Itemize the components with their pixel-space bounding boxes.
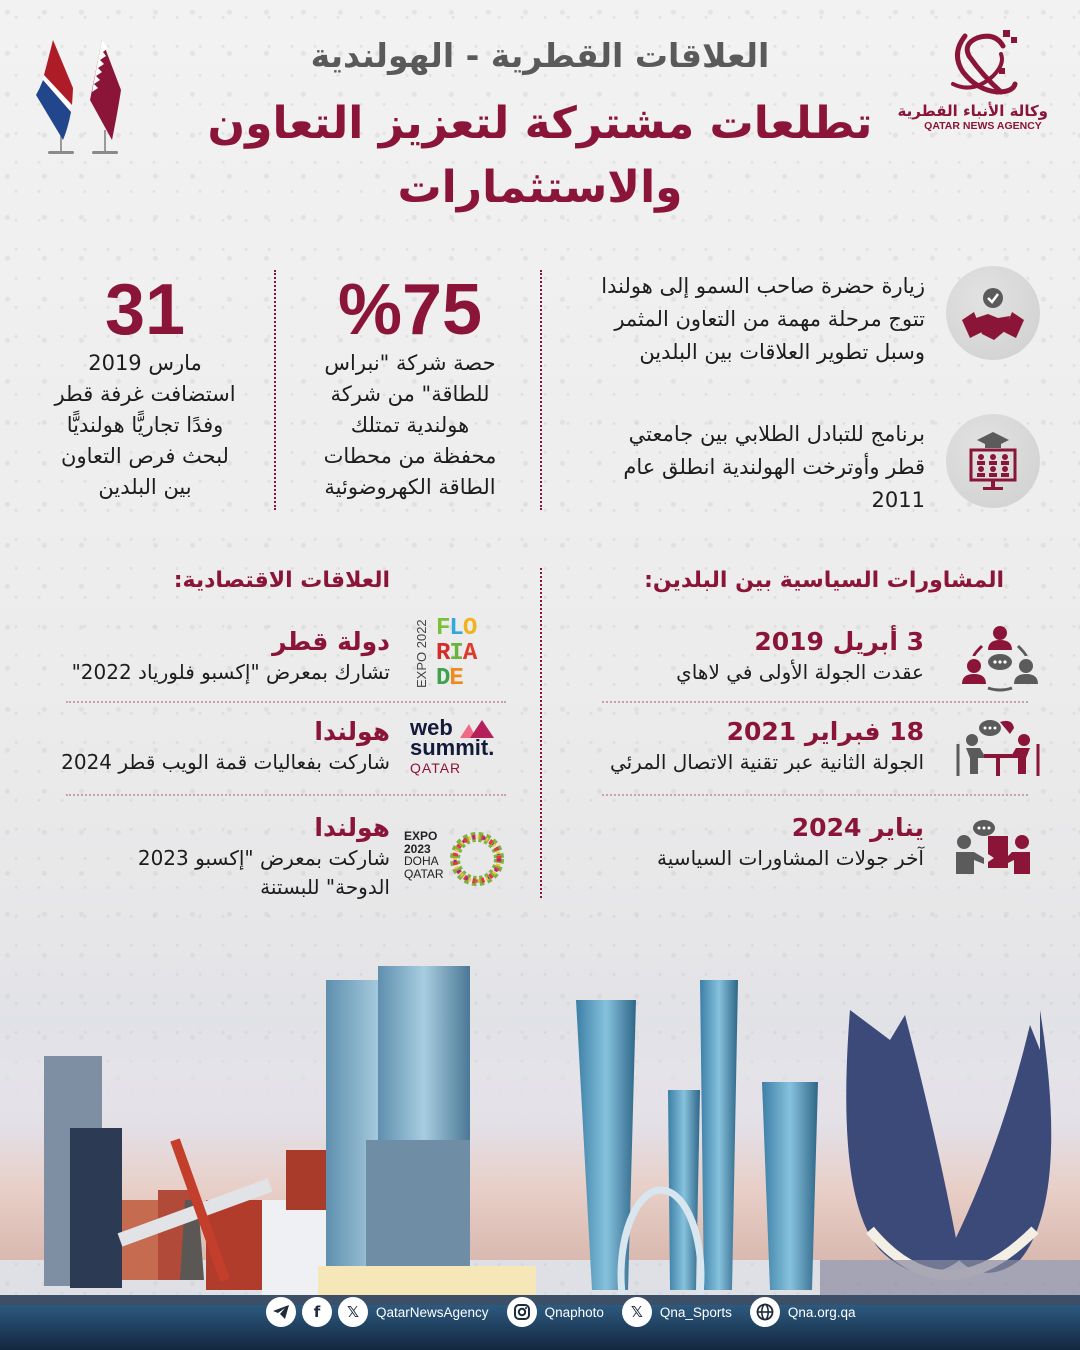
x-icon[interactable]: 𝕏 xyxy=(622,1297,652,1327)
meeting-table-icon xyxy=(956,714,1040,784)
political-heading: المشاورات السياسية بين البلدين: xyxy=(644,568,1004,593)
economic-item xyxy=(61,716,390,777)
political-item xyxy=(610,716,924,777)
rotterdam-doha-skyline-image xyxy=(0,900,1080,1350)
qatar-flag-icon xyxy=(90,40,121,154)
item-text: آخر جولات المشاورات السياسية xyxy=(657,846,924,870)
web-summit-qatar-logo: web summit. QATAR xyxy=(410,715,495,776)
economic-item xyxy=(72,626,390,687)
economic-item xyxy=(138,812,390,902)
group-discussion-icon xyxy=(960,624,1040,696)
expo-2023-doha-logo: EXPO 2023 DOHA QATAR xyxy=(404,830,508,888)
stat-nebras-share: %75 حصة شركة "نبراس للطاقة" من شركة هولندية تمتلك محفظة من محطات الطاقة الكهروضوئية xyxy=(292,272,528,503)
item-text: شاركت بمعرض "إكسبو 2023 xyxy=(137,846,390,870)
expo-flower-icon xyxy=(448,830,506,888)
item-title: هولندا xyxy=(314,717,390,746)
x-icon[interactable]: 𝕏 xyxy=(338,1297,368,1327)
social-footer xyxy=(266,1294,867,1330)
qna-emblem-icon xyxy=(943,26,1023,98)
political-item xyxy=(676,626,924,687)
item-text: عقدت الجولة الأولى في لاهاي xyxy=(676,660,924,684)
column-divider xyxy=(540,270,542,510)
section-divider xyxy=(540,568,542,898)
item-date: يناير 2024 xyxy=(791,813,924,842)
floriade-expo-2022-logo: EXPO 2022 FLO RIA DE xyxy=(414,615,477,692)
qna-logo xyxy=(897,26,1048,148)
stats-divider xyxy=(274,270,276,510)
item-text: تشارك بمعرض "إكسبو فلورياد 2022" xyxy=(71,660,390,684)
political-item xyxy=(657,812,924,873)
highlight-visit: زيارة حضرة صاحب السمو إلى هولندا تتوج مرحلة مهمة من التعاون المثمر وسبل تطوير العلاقات بين البلدين xyxy=(601,274,925,364)
logo-english-text: QATAR NEWS AGENCY xyxy=(924,120,1042,132)
facebook-icon[interactable]: f xyxy=(302,1297,332,1327)
item-title: دولة قطر xyxy=(272,627,390,656)
page-title: تطلعات مشتركة لتعزيز التعاون والاستثمارات xyxy=(207,98,873,213)
social-link-qna-sports[interactable]: Qna_Sports xyxy=(659,1304,732,1320)
row-divider xyxy=(66,794,506,796)
conversation-icon xyxy=(954,818,1032,878)
stat-value: 31 xyxy=(104,270,186,350)
globe-icon[interactable] xyxy=(750,1297,780,1327)
item-date: 18 فبراير 2021 xyxy=(726,717,924,746)
social-link-qatarnewsagency[interactable]: QatarNewsAgency xyxy=(376,1304,489,1320)
website-link[interactable]: Qna.org.qa xyxy=(787,1304,856,1320)
item-title: هولندا xyxy=(314,813,390,842)
handshake-check-icon xyxy=(946,266,1040,360)
stat-march-31: 31 مارس 2019 استضافت غرفة قطر وفدًا تجاريًّا هولنديًّا لبحث فرص التعاون بين البلدين xyxy=(30,272,260,503)
item-text: الجولة الثانية عبر تقنية الاتصال المرئي xyxy=(609,750,924,774)
flags-illustration xyxy=(26,30,136,160)
item-date: 3 أبريل 2019 xyxy=(754,627,924,656)
row-divider xyxy=(602,794,1028,796)
economic-heading: العلاقات الاقتصادية: xyxy=(173,568,390,593)
video-conference-graduation-icon xyxy=(946,414,1040,508)
instagram-icon[interactable] xyxy=(507,1297,537,1327)
row-divider xyxy=(66,701,506,703)
highlight-student-exchange: برنامج للتبادل الطلابي بين جامعتي قطر وأوترخت الهولندية انطلق عام 2011 xyxy=(623,422,925,512)
logo-arabic-text: وكالة الأنباء القطرية xyxy=(897,102,1048,120)
stat-value: %75 xyxy=(337,270,483,350)
row-divider xyxy=(602,701,1028,703)
social-link-qnaphoto[interactable]: Qnaphoto xyxy=(544,1304,604,1320)
telegram-icon[interactable] xyxy=(266,1297,296,1327)
netherlands-flag-icon xyxy=(36,40,74,154)
item-text: الدوحة" للبستنة xyxy=(260,875,390,899)
page-subtitle: العلاقات القطرية - الهولندية xyxy=(310,36,770,75)
item-text: شاركت بفعاليات قمة الويب قطر 2024 xyxy=(61,750,390,774)
